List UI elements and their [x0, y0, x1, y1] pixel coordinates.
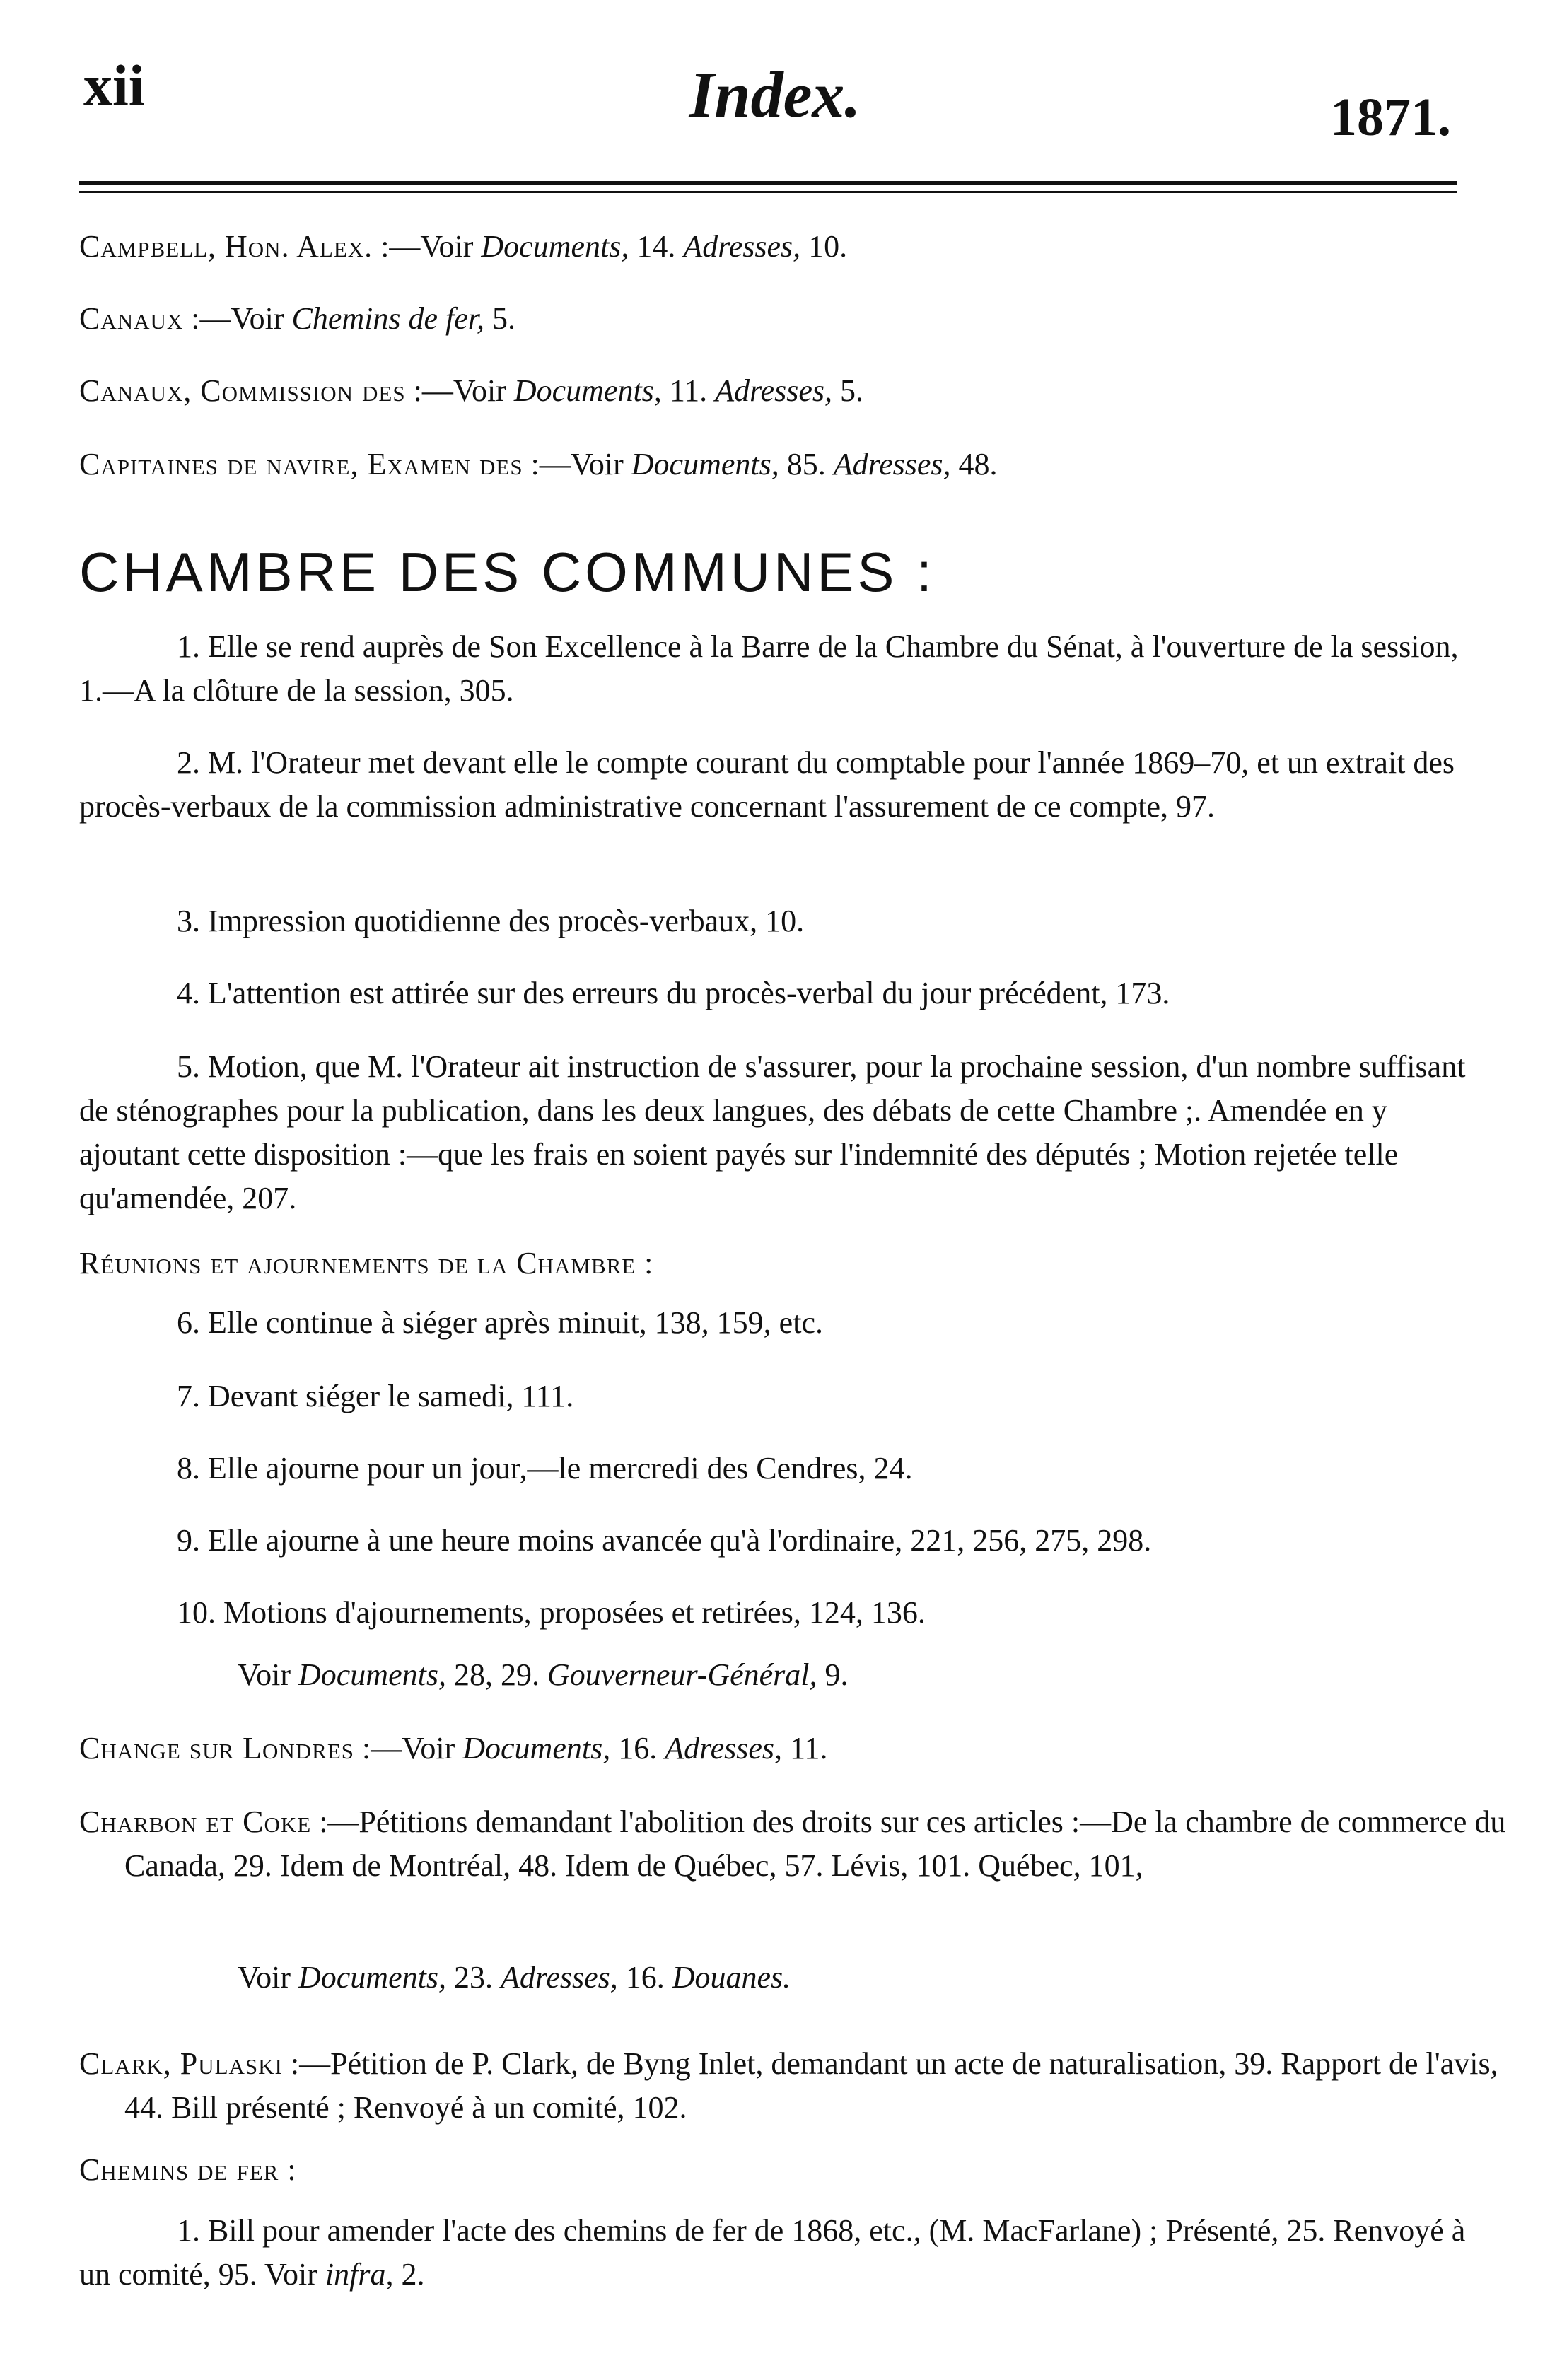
charbon-voir: Voir Documents, 23. Adresses, 16. Douanes. [238, 1960, 791, 1995]
chemins-item-1: 1. Bill pour amender l'acte des chemins de fer de 1868, etc., (M. MacFarlane) ; Présenté, 25. Renvoyé à un comité, 95. Voir infra, 2. [79, 2213, 1466, 2292]
entry-head: Campbell, Hon. Alex. [79, 229, 373, 264]
page-number: xii [83, 53, 145, 117]
chambre-item-3: 3. Impression quotidienne des procès-verbaux, 10. [177, 904, 805, 938]
chemins-heading: Chemins de fer : [79, 2152, 297, 2187]
entry-canaux: Canaux :—Voir Chemins de fer, 5. [79, 301, 516, 336]
chambre-item-9: 9. Elle ajourne à une heure moins avancée qu'à l'ordinaire, 221, 256, 275, 298. [177, 1523, 1152, 1558]
entry-head: Change sur Londres [79, 1731, 355, 1766]
chambre-item-5: 5. Motion, que M. l'Orateur ait instruction de s'assurer, pour la prochaine session, d'un nombre suffisant de sténographes pour la publication, dans les deux langues, des débats de cette Chambre ;. Amendée en y ajoutant cette disposition :—que les frais en soient payés sur l'indemnité des députés ; Motion rejetée telle qu'amendée, 207. [79, 1049, 1466, 1215]
chambre-item-4: 4. L'attention est attirée sur des erreurs du procès-verbal du jour précédent, 173. [177, 976, 1170, 1010]
entry-head: Capitaines de navire, Examen des [79, 447, 523, 482]
entry-head: Canaux [79, 301, 184, 336]
page-year: 1871. [1330, 88, 1451, 147]
chambre-item-2: 2. M. l'Orateur met devant elle le compte courant du comptable pour l'année 1869–70, et un extrait des procès-verbaux de la commission administrative concernant l'assurement de ce compte, 97. [79, 745, 1455, 824]
chambre-item-10: 10. Motions d'ajournements, proposées et retirées, 124, 136. [177, 1595, 926, 1630]
entry-clark: Clark, Pulaski :—Pétition de P. Clark, de Byng Inlet, demandant un acte de naturalisation, 39. Rapport de l'avis, 44. Bill présenté ; Renvoyé à un comité, 102. [79, 2046, 1498, 2125]
chambre-item-1: 1. Elle se rend auprès de Son Excellence à la Barre de la Chambre du Sénat, à l'ouverture de la session, 1.—A la clôture de la session, 305. [79, 629, 1459, 708]
entry-head: Clark, Pulaski [79, 2046, 283, 2081]
chambre-voir: Voir Documents, 28, 29. Gouverneur-Général, 9. [238, 1657, 849, 1692]
header-rule-thin [79, 191, 1457, 193]
entry-campbell: Campbell, Hon. Alex. :—Voir Documents, 14. Adresses, 10. [79, 229, 848, 264]
reunions-heading: Réunions et ajournements de la Chambre : [79, 1246, 654, 1281]
chambre-item-7: 7. Devant siéger le samedi, 111. [177, 1379, 574, 1413]
entry-change: Change sur Londres :—Voir Documents, 16. Adresses, 11. [79, 1731, 828, 1766]
entry-head: Charbon et Coke [79, 1804, 312, 1839]
entry-head: Canaux, Commission des [79, 373, 406, 408]
section-heading-chambre: CHAMBRE DES COMMUNES : [79, 541, 936, 603]
entry-charbon: Charbon et Coke :—Pétitions demandant l'abolition des droits sur ces articles :—De la chambre de commerce du Canada, 29. Idem de Montréal, 48. Idem de Québec, 57. Lévis, 101. Québec, 101, [79, 1804, 1506, 1883]
running-title: Index. [689, 59, 861, 131]
entry-canaux-commission: Canaux, Commission des :—Voir Documents, 11. Adresses, 5. [79, 373, 863, 408]
chambre-item-8: 8. Elle ajourne pour un jour,—le mercredi des Cendres, 24. [177, 1451, 913, 1486]
header-rule [79, 181, 1457, 185]
chambre-item-6: 6. Elle continue à siéger après minuit, 138, 159, etc. [177, 1305, 823, 1340]
entry-capitaines: Capitaines de navire, Examen des :—Voir Documents, 85. Adresses, 48. [79, 447, 998, 482]
